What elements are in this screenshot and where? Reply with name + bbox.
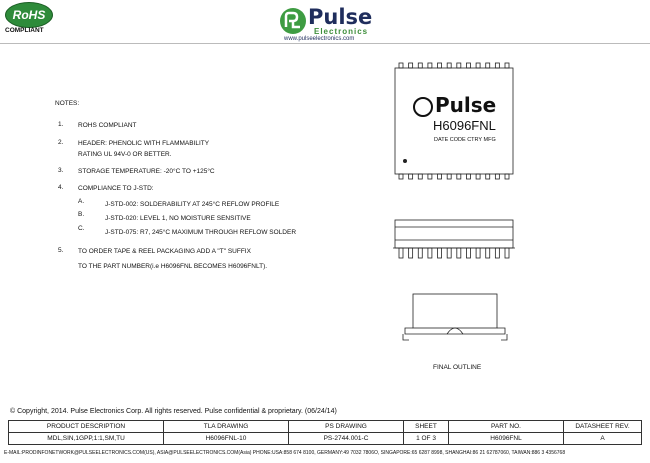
bottom-pin [409,174,413,179]
side-pin [428,248,432,258]
note-3-number: 3. [58,167,64,174]
note-4-text: COMPLIANCE TO J-STD: [78,185,154,192]
value-sheet: 1 OF 3 [404,433,449,445]
header-divider [0,43,650,44]
header-ps-drawing: PS DRAWING [289,421,404,433]
value-datasheet-rev: A [564,433,642,445]
top-pin [476,63,480,68]
header-part-no: PART NO. [449,421,564,433]
value-ps-drawing: PS-2744.001-C [289,433,404,445]
bottom-pin [418,174,422,179]
top-pin [418,63,422,68]
bottom-pin [505,174,509,179]
bottom-pin [438,174,442,179]
brand-subtitle: Electronics [314,27,369,36]
note-4b-letter: B. [78,211,85,218]
note-1-number: 1. [58,121,64,128]
note-4b-text: J-STD-020: LEVEL 1, NO MOISTURE SENSITIVE [105,215,251,222]
note-1-text: ROHS COMPLIANT [78,122,137,129]
note-2-line-1: HEADER: PHENOLIC WITH FLAMMABILITY [78,140,210,147]
top-pin [399,63,403,68]
brand-name: Pulse [308,5,373,29]
value-product-description: MDL,SIN,1GPP,1:1,SM,TU [9,433,164,445]
side-pin [486,248,490,258]
pulse-logo-icon [280,8,306,34]
top-pin [457,63,461,68]
title-block-value-row [9,433,642,445]
brand-url: www.pulseelectronics.com [284,36,355,42]
drawing-logo-word: Pulse [435,93,497,117]
pulse-brand-logo [268,5,388,43]
bottom-pin [428,174,432,179]
value-tla-drawing: H6096FNL-10 [164,433,289,445]
rohs-badge: RoHS [5,2,53,28]
top-pin [486,63,490,68]
side-pin [447,248,451,258]
bottom-pin [466,174,470,179]
note-4c-letter: C. [78,225,85,232]
title-block [8,420,642,445]
notes-heading: NOTES: [55,100,80,107]
bottom-pin [486,174,490,179]
side-pin [466,248,470,258]
header-datasheet-rev: DATASHEET REV. [564,421,642,433]
side-pin [418,248,422,258]
side-pin [495,248,499,258]
header-tla-drawing: TLA DRAWING [164,421,289,433]
top-pin [447,63,451,68]
bottom-pin [476,174,480,179]
bottom-pin [495,174,499,179]
drawing-caption: FINAL OUTLINE [433,364,482,371]
note-4-number: 4. [58,184,64,191]
side-view-drawing [385,215,525,275]
top-pin [505,63,509,68]
top-pin [466,63,470,68]
note-3-text: STORAGE TEMPERATURE: -20°C TO +125°C [78,168,215,175]
side-pin [399,248,403,258]
title-block-header-row [9,421,642,433]
note-4a-letter: A. [78,198,85,205]
side-pin [505,248,509,258]
side-pin [409,248,413,258]
side-pin [457,248,461,258]
end-view-drawing [395,292,515,344]
drawing-logo-text [413,93,496,117]
note-4a-text: J-STD-002: SOLDERABILITY AT 245°C REFLOW PROFILE [105,201,280,208]
contact-footer: E-MAIL:PRODINFONETWORK@PULSEELECTRONICS.COM(US), ASIA@PULSEELECTRONICS.COM(Asia) PHONE:USA:858 674 8100, GERMANY:49 7032 7806O, SINGAPORE:65 6287 8998, SHANGHAI:86 21 62787060, TAIWAN:886 3 4356768 [4,450,566,456]
header-product-description: PRODUCT DESCRIPTION [9,421,164,433]
note-2-line-2: RATING UL 94V-0 OR BETTER. [78,151,172,158]
rohs-logo [3,2,55,36]
bottom-pin [457,174,461,179]
rohs-compliant-label: COMPLIANT [5,27,44,34]
drawing-logo-icon [413,97,433,117]
side-pin [438,248,442,258]
top-pin [495,63,499,68]
drawing-marking: DATE CODE CTRY MFG [434,137,496,143]
note-2-number: 2. [58,139,64,146]
top-pin [409,63,413,68]
note-5-line-1: TO ORDER TAPE & REEL PACKAGING ADD A "T" SUFFIX [78,248,251,255]
copyright-notice: © Copyright, 2014. Pulse Electronics Corp. All rights reserved. Pulse confidential & proprietary. (06/24/14) [10,408,337,415]
note-5-line-2: TO THE PART NUMBER(i.e H6096FNL BECOMES H6096FNLT). [78,263,268,270]
bottom-pin [447,174,451,179]
drawing-part-number: H6096FNL [433,118,496,133]
note-4c-text: J-STD-075: R7, 245°C MAXIMUM THROUGH REFLOW SOLDER [105,229,297,236]
value-part-no: H6096FNL [449,433,564,445]
header-sheet: SHEET [404,421,449,433]
top-pin [438,63,442,68]
bottom-pin [399,174,403,179]
top-pin [428,63,432,68]
note-5-number: 5. [58,247,64,254]
side-pin [476,248,480,258]
